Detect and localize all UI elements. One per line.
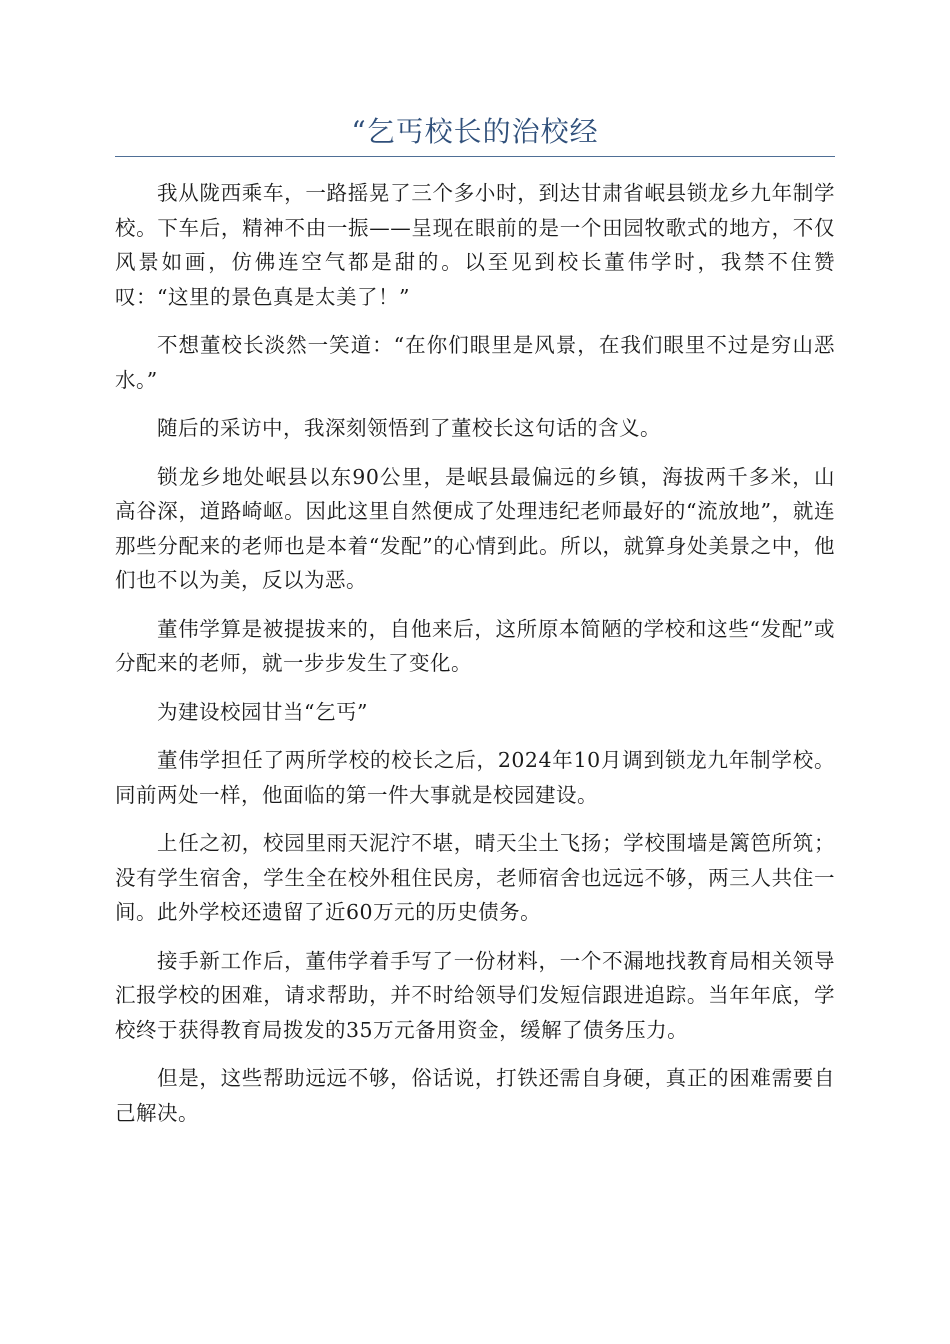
article-body	[115, 176, 835, 1144]
paragraph: 随后的采访中，我深刻领悟到了董校长这句话的含义。	[157, 416, 661, 440]
paragraph: 但是，这些帮助远远不够，俗话说，打铁还需自身硬，真正的困难需要自己解决。	[115, 1066, 835, 1125]
paragraph: 不想董校长淡然一笑道：“在你们眼里是风景，在我们眼里不过是穷山恶水。”	[115, 333, 835, 392]
paragraph: 董伟学算是被提拔来的，自他来后，这所原本简陋的学校和这些“发配”或分配来的老师，就一步步发生了变化。	[115, 616, 835, 675]
paragraph: 接手新工作后，董伟学着手写了一份材料，一个不漏地找教育局相关领导汇报学校的困难，请求帮助，并不时给领导们发短信跟进追踪。当年年底，学校终于获得教育局拨发的35万元备用资金，缓解了债务压力。	[115, 948, 835, 1042]
page-title: “乞丐校长的治校经	[351, 115, 599, 148]
paragraph: 锁龙乡地处岷县以东90公里，是岷县最偏远的乡镇，海拔两千多米，山高谷深，道路崎岖。因此这里自然便成了处理违纪老师最好的“流放地”，就连那些分配来的老师也是本着“发配”的心情到此。所以，就算身处美景之中，他们也不以为美，反以为恶。	[115, 464, 835, 592]
paragraph: 上任之初，校园里雨天泥泞不堪，晴天尘土飞扬；学校围墙是篱笆所筑；没有学生宿舍，学生全在校外租住民房，老师宿舍也远远不够，两三人共住一间。此外学校还遗留了近60万元的历史债务。	[115, 831, 835, 924]
title-block	[115, 112, 835, 157]
paragraph: 董伟学担任了两所学校的校长之后，2024年10月调到锁龙九年制学校。同前两处一样，他面临的第一件大事就是校园建设。	[115, 748, 835, 807]
section-heading: 为建设校园甘当“乞丐”	[157, 699, 368, 724]
paragraph: 我从陇西乘车，一路摇晃了三个多小时，到达甘肃省岷县锁龙乡九年制学校。下车后，精神不由一振——呈现在眼前的是一个田园牧歌式的地方，不仅风景如画，仿佛连空气都是甜的。以至见到校长董伟学时，我禁不住赞叹：“这里的景色真是太美了！”	[115, 181, 835, 309]
